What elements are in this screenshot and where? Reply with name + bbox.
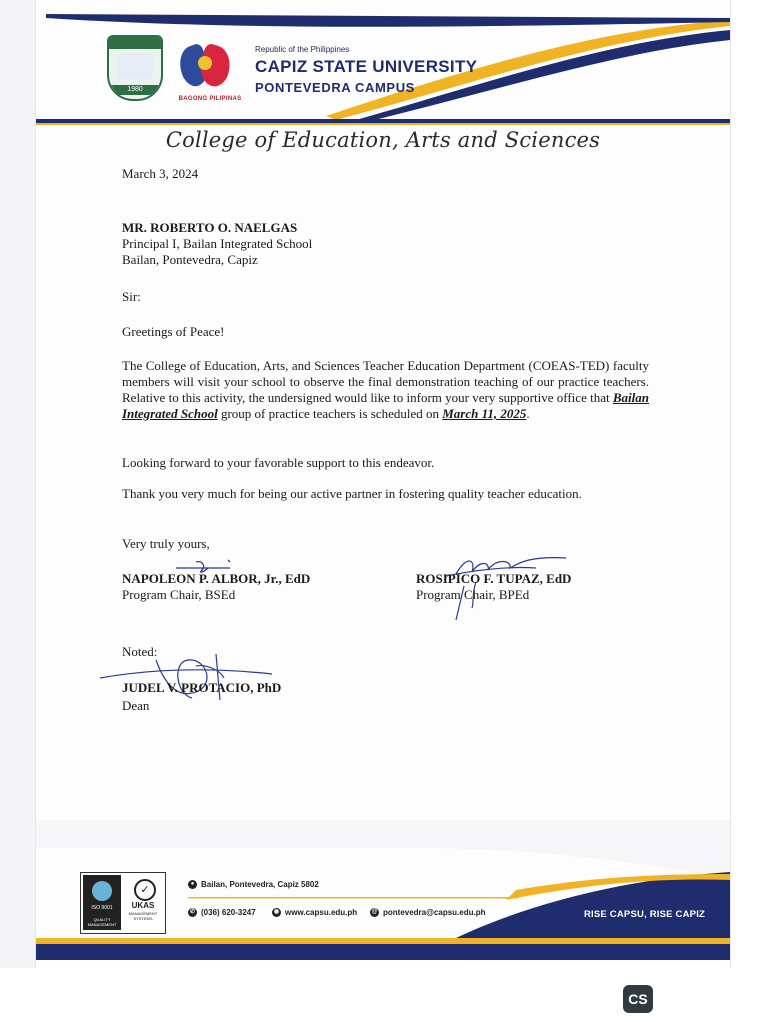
footer-email[interactable] xyxy=(370,908,485,917)
footer-address xyxy=(188,880,319,889)
capsu-seal-logo xyxy=(107,35,163,101)
body-paragraph-1 xyxy=(122,358,649,422)
body-paragraph-3: Thank you very much for being our active partner in fostering quality teacher education. xyxy=(122,486,582,501)
greeting: Greetings of Peace! xyxy=(122,324,225,339)
body-p1-text-a: The College of Education, Arts, and Sciences Teacher Education Department (COEAS-TED) faculty members will visit your school to observe the final demonstration teaching of our practice teachers. Relative to this activity, the undersigned would like to inform your very supportive office that xyxy=(122,358,649,405)
signer-1-name: NAPOLEON P. ALBOR, Jr., EdD xyxy=(122,571,311,586)
republic-line: Republic of the Philippines xyxy=(255,45,350,54)
signer-1-title: Program Chair, BSEd xyxy=(122,587,236,602)
iso-9001-badge xyxy=(83,875,121,930)
signer-2-title: Program Chair, BPEd xyxy=(416,587,530,602)
footer-website[interactable] xyxy=(272,908,357,917)
location-pin-icon: ● xyxy=(188,880,197,889)
ukas-label: UKAS xyxy=(131,901,155,910)
slogan: RISE CAPSU, RISE CAPIZ xyxy=(584,909,706,920)
ukas-sublabel: MANAGEMENT SYSTEMS xyxy=(128,911,158,921)
seal-year: 1980 xyxy=(109,85,161,95)
noted-label: Noted: xyxy=(122,644,158,659)
address-text: Bailan, Pontevedra, Capiz 5802 xyxy=(201,880,319,889)
body-paragraph-2: Looking forward to your favorable support to this endeavor. xyxy=(122,455,435,470)
bagong-pilipinas-logo xyxy=(172,40,244,96)
footer-divider xyxy=(188,896,518,900)
email-icon: @ xyxy=(371,909,378,915)
letterhead xyxy=(36,0,730,130)
letter-page xyxy=(36,0,730,968)
ukas-badge xyxy=(124,875,162,930)
letter-footer xyxy=(36,820,730,968)
signer-3-name: JUDEL V. PROTACIO, PhD xyxy=(122,680,282,695)
campus-name: PONTEVEDRA CAMPUS xyxy=(255,80,415,95)
email-text[interactable]: pontevedra@capsu.edu.ph xyxy=(383,908,486,917)
signer-2-name: ROSIPICO F. TUPAZ, EdD xyxy=(416,571,572,586)
camscanner-badge[interactable]: CS xyxy=(623,985,653,1013)
body-p1-text-b: group of practice teachers is scheduled on xyxy=(217,406,443,421)
checkmark-icon: ✓ xyxy=(134,879,156,901)
recipient-address: Bailan, Pontevedra, Capiz xyxy=(122,252,258,267)
university-name: CAPIZ STATE UNIVERSITY xyxy=(255,57,478,76)
globe-icon: ◉ xyxy=(273,909,280,915)
recipient-title: Principal I, Bailan Integrated School xyxy=(122,236,313,251)
body-p1-school: Bailan Integrated School xyxy=(122,390,649,421)
bagong-pilipinas-caption: BAGONG PILIPINAS xyxy=(178,96,242,102)
recipient-name: MR. ROBERTO O. NAELGAS xyxy=(122,220,298,235)
iso-sublabel: QUALITY MANAGEMENT xyxy=(87,917,117,927)
phone-text: (036) 620-3247 xyxy=(201,908,256,917)
signer-3-title: Dean xyxy=(122,698,150,713)
iso-label: ISO 9001 xyxy=(91,905,113,911)
phone-icon: ✆ xyxy=(189,909,196,915)
college-name: College of Education, Arts and Sciences xyxy=(165,128,601,152)
website-text[interactable]: www.capsu.edu.ph xyxy=(285,908,358,917)
body-p1-date: March 11, 2025 xyxy=(442,406,527,421)
footer-phone xyxy=(188,908,256,917)
salutation: Sir: xyxy=(122,289,141,304)
letter-date: March 3, 2024 xyxy=(122,166,199,181)
certification-badges xyxy=(80,872,166,934)
closing: Very truly yours, xyxy=(122,536,210,551)
scan-left-margin xyxy=(0,0,36,968)
body-p1-end: . xyxy=(526,406,530,421)
